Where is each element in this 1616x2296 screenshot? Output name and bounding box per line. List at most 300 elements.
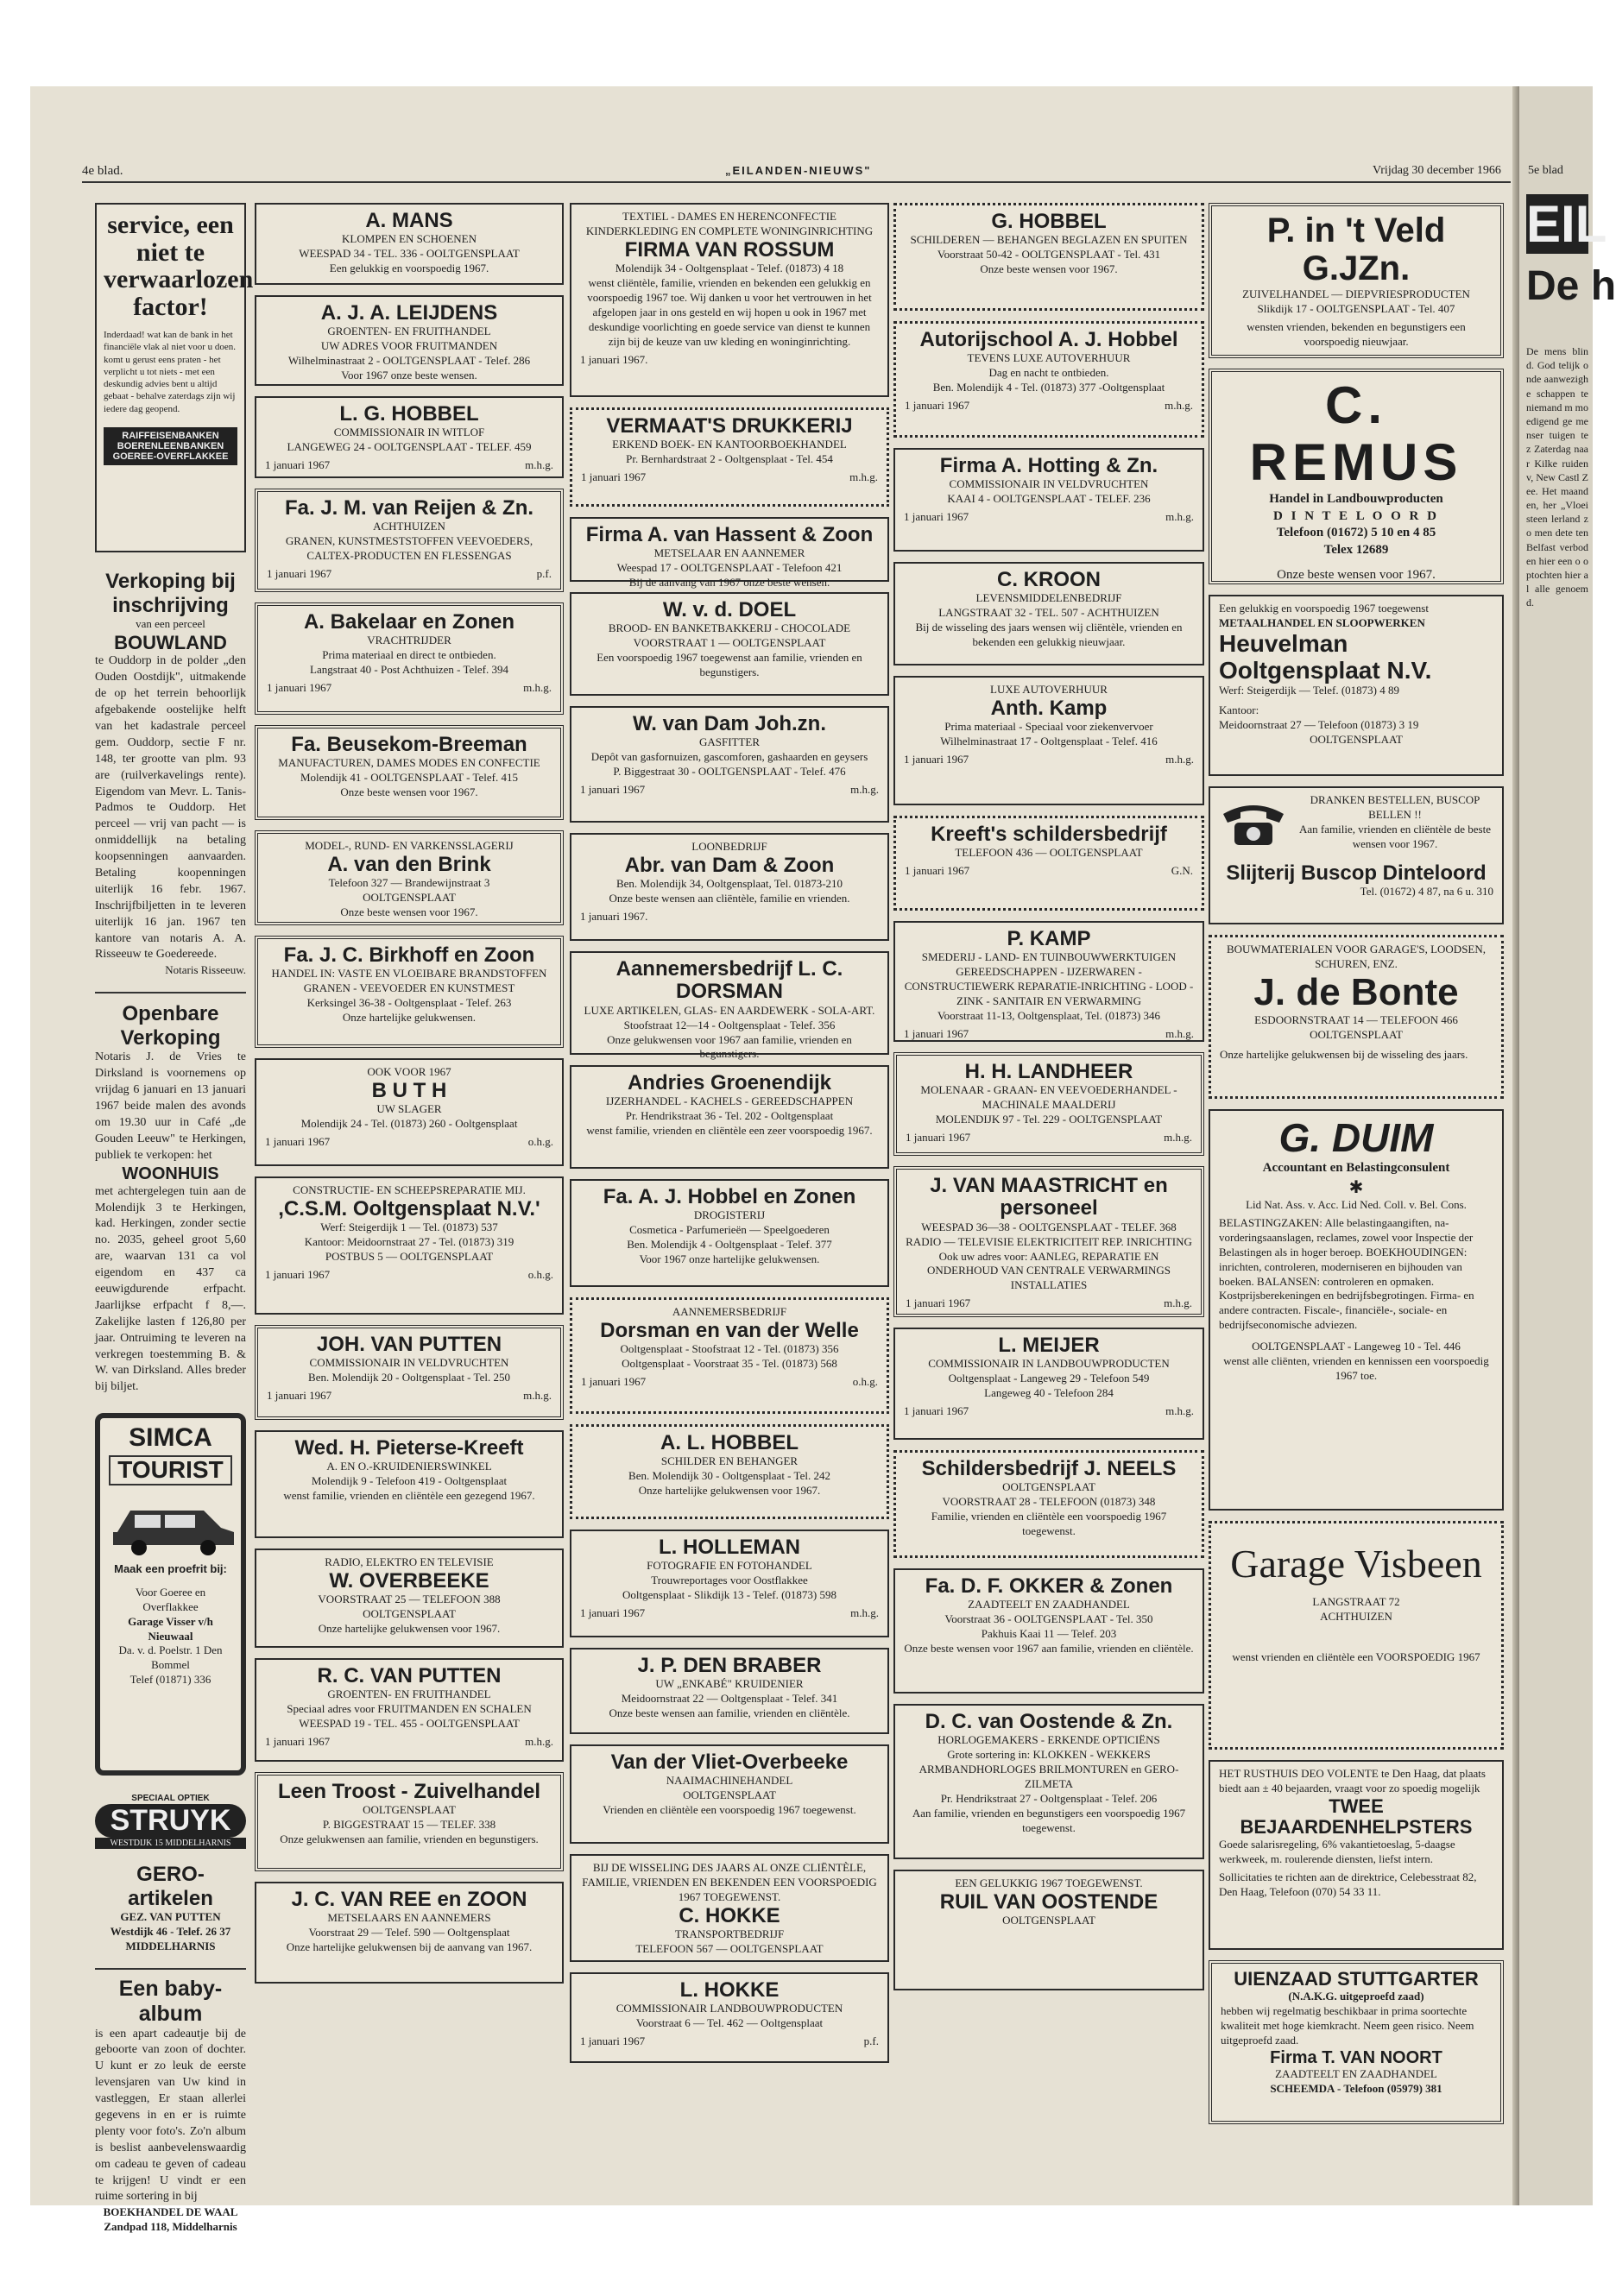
heuvelman-kantoor: Kantoor: xyxy=(1219,703,1259,717)
ad-line-a: Voorstraat 11-13, Ooltgensplaat, Tel. (01873) 346 xyxy=(937,1008,1161,1022)
ad-line-a: VOORSTRAAT 28 - TELEFOON (01873) 348 xyxy=(942,1495,1156,1509)
ad-title: C. HOKKE xyxy=(679,1903,780,1927)
uienzaad-firm: Firma T. VAN NOORT xyxy=(1270,2047,1442,2067)
ad-date: 1 januari 1967 xyxy=(906,1296,971,1310)
col3-ad-13 xyxy=(570,1744,889,1844)
uienzaad-addr: SCHEEMDA - Telefoon (05979) 381 xyxy=(1270,2081,1442,2095)
ad-title: A. L. HOBBEL xyxy=(660,1431,799,1454)
ad-subtitle: NAAIMACHINEHANDEL xyxy=(666,1774,793,1788)
bonte-addr: ESDOORNSTRAAT 14 — TELEFOON 466 OOLTGENSPLAAT xyxy=(1254,1013,1458,1042)
ad-uienzaad xyxy=(1209,1960,1504,2124)
verkoping-head: BOUWLAND xyxy=(114,632,227,654)
ad-line-a: KAAI 4 - OOLTGENSPLAAT - TELEF. 236 xyxy=(947,492,1151,506)
ad-line-a: OOLTGENSPLAAT xyxy=(1002,1914,1095,1927)
ad-subtitle: SCHILDEREN — BEHANGEN BEGLAZEN EN SPUITEN xyxy=(910,233,1188,247)
notice-verkoping xyxy=(95,570,246,978)
ad-subtitle: OOK VOOR 1967 xyxy=(367,1065,451,1078)
ad-greeting-code: p.f. xyxy=(536,567,552,581)
ad-title: W. van Dam Joh.zn. xyxy=(632,712,827,735)
ad-line-b: P. Biggestraat 30 - OOLTGENSPLAAT - Telef. 476 xyxy=(613,765,846,779)
duim-member: Lid Nat. Ass. v. Acc. Lid Ned. Coll. v. Bel. Cons. xyxy=(1246,1198,1467,1212)
col3-ad-8 xyxy=(570,1179,889,1287)
ad-line-a: Speciaal adres voor FRUITMANDEN EN SCHALEN xyxy=(287,1702,532,1716)
ad-line-a: Voorstraat 6 — Tel. 462 — Ooltgensplaat xyxy=(635,2016,824,2030)
ad-line-b: WEESPAD 19 - TEL. 455 - OOLTGENSPLAAT xyxy=(299,1717,520,1731)
ad-greeting-code: m.h.g. xyxy=(1165,1404,1194,1418)
ad-greeting-code: m.h.g. xyxy=(523,1389,552,1403)
col4-ad-11 xyxy=(893,1568,1204,1694)
col4-ad-1 xyxy=(893,321,1204,438)
ad-title: Firma A. Hotting & Zn. xyxy=(939,454,1158,477)
heuvelman-pre: Een gelukkig en voorspoedig 1967 toegewenst xyxy=(1219,602,1429,615)
service-body: Inderdaad! wat kan de bank in het financiële vlak al niet voor u doen. komt u gerust eens praten - het verplicht u tot niets - met een deskundig advies bent u altijd gebaat - behalve zaterdags zijn wij iedere dag geopend. xyxy=(104,330,237,414)
ad-wish: Onze hartelijke gelukwensen. xyxy=(342,1011,477,1025)
ad-line-b: Langeweg 40 - Telefoon 284 xyxy=(984,1386,1114,1400)
veld-wish: wensten vrienden, bekenden en begunstigers een voorspoedig nieuwjaar. xyxy=(1247,319,1466,348)
ad-line-b: Molendijk 24 - Tel. (01873) 260 - Ooltgensplaat xyxy=(300,1117,518,1131)
verkoping-sub: van een perceel xyxy=(136,617,205,631)
ad-title: W. v. d. DOEL xyxy=(662,598,797,621)
ad-footer xyxy=(267,681,552,695)
duim-wish: wenst alle cliënten, vrienden en kennissen een voorspoedig 1967 toe. xyxy=(1223,1354,1489,1382)
ad-date: 1 januari 1967 xyxy=(580,783,646,797)
twee-pre: HET RUSTHUIS DEO VOLENTE te Den Haag, dat plaats biedt aan ± 40 bejaarden, vraagt voor zo spoedig mogelijk xyxy=(1219,1767,1486,1795)
ad-line-a: UW SLAGER xyxy=(376,1102,442,1116)
ad-date: 1 januari 1967 xyxy=(265,1735,331,1749)
ad-wish: Onze hartelijke gelukwensen bij de aanvang van 1967. xyxy=(286,1940,533,1954)
col2-ad-10 xyxy=(255,1325,564,1420)
ad-line-b: OOLTGENSPLAAT xyxy=(363,1607,456,1621)
col4-ad-4 xyxy=(893,676,1204,805)
ad-line-b: Ben. Molendijk 4 - Tel. (01873) 377 -Ooltgensplaat xyxy=(932,381,1165,394)
ad-wish: Onze beste wensen voor 1967 aan familie, vrienden en cliëntèle. xyxy=(904,1642,1194,1656)
verkoping-title: Verkoping bij inschrijving xyxy=(105,570,236,617)
ad-wish: Voor 1967 onze beste wensen. xyxy=(341,369,477,382)
col3-ad-15 xyxy=(570,1972,889,2063)
ad-line-a: Cosmetica - Parfumerieën — Speelgoederen xyxy=(629,1223,830,1237)
ad-footer xyxy=(267,1389,552,1403)
ad-footer xyxy=(905,864,1193,878)
col3-ad-10 xyxy=(570,1424,889,1519)
remus-phone: Telefoon (01672) 5 10 en 4 85 xyxy=(1276,526,1436,539)
ad-title: Fa. J. M. van Reijen & Zn. xyxy=(284,496,534,520)
ad-line-a: Voorstraat 50-42 - OOLTGENSPLAAT - Tel. 431 xyxy=(937,248,1161,262)
car-icon xyxy=(109,1489,238,1558)
ad-gero xyxy=(95,1863,246,1954)
veld-title: P. in 't Veld G.JZn. xyxy=(1266,211,1446,287)
ad-line-a: Ooltgensplaat - Stoofstraat 12 - Tel. (01873) 356 xyxy=(620,1342,839,1356)
ad-title: A. Bakelaar en Zonen xyxy=(303,610,515,634)
ad-title: ,C.S.M. Ooltgensplaat N.V.' xyxy=(278,1196,540,1221)
ad-title: Wed. H. Pieterse-Kreeft xyxy=(294,1436,524,1460)
col4-ad-9 xyxy=(893,1328,1204,1440)
ad-line-a: Meidoornstraat 22 — Ooltgensplaat - Telef. 341 xyxy=(621,1692,838,1706)
openbare-body1: Notaris J. de Vries te Dirksland is voornemens op vrijdag 6 januari en 13 januari 1967 beide malen des avonds om 19.30 uur in Café „de Gouden Leeuw" te Herkingen, publiek te verkopen: het xyxy=(95,1050,246,1162)
ad-subtitle: GROENTEN- EN FRUITHANDEL xyxy=(327,325,491,338)
ad-greeting-code: m.h.g. xyxy=(1164,1296,1192,1310)
col2-ad-13 xyxy=(255,1658,564,1762)
buscop-title: Slijterij Buscop Dinteloord xyxy=(1226,861,1487,885)
ad-greeting-code: m.h.g. xyxy=(525,1735,553,1749)
col2-ad-8 xyxy=(255,1058,564,1166)
openbare-head: WOONHUIS xyxy=(122,1164,219,1183)
ad-subtitle: METSELAARS EN AANNEMERS xyxy=(327,1911,491,1925)
ad-subtitle: A. EN O.-KRUIDENIERSWINKEL xyxy=(326,1460,492,1473)
ad-subtitle: TEVENS LUXE AUTOVERHUUR xyxy=(967,351,1131,365)
ad-line-a: TELEFOON 436 — OOLTGENSPLAAT xyxy=(955,846,1143,860)
ad-date: 1 januari 1967 xyxy=(904,1404,969,1418)
ad-line-b: Langstraat 40 - Post Achthuizen - Telef. 394 xyxy=(310,663,508,677)
col3-ad-1 xyxy=(570,407,889,507)
ad-line-a: WEESPAD 34 - TEL. 336 - OOLTGENSPLAAT xyxy=(299,247,520,261)
ad-footer xyxy=(265,1268,553,1282)
uienzaad-body: hebben wij regelmatig beschikbaar in prima soortechte kwaliteit met hoge kiemkracht. Neem geen risico. Neem uitgeproefd zaad. xyxy=(1221,2004,1474,2047)
twee-apply: Sollicitaties te richten aan de direktrice, Celebesstraat 82, Den Haag, Telefoon (070) 54 33 11. xyxy=(1219,1870,1477,1898)
heuvelman-addr: Meidoornstraat 27 — Telefoon (01873) 3 19 xyxy=(1219,718,1419,732)
ad-date: 1 januari 1967 xyxy=(267,681,332,695)
col3-ad-3 xyxy=(570,592,889,696)
ad-wish: wenst familie, vrienden en cliëntèle een zeer voorspoedig 1967. xyxy=(586,1124,873,1138)
ad-subtitle: BROOD- EN BANKETBAKKERIJ - CHOCOLADE xyxy=(608,621,851,635)
col3-ad-6 xyxy=(570,951,889,1061)
ad-line-a: Voorstraat 36 - OOLTGENSPLAAT - Tel. 350 xyxy=(944,1612,1153,1626)
duim-title: G. DUIM xyxy=(1278,1115,1434,1160)
ad-subtitle: LUXE ARTIKELEN, GLAS- EN AARDEWERK - SOLA-ART. xyxy=(584,1003,875,1017)
col2-ad-14 xyxy=(255,1772,564,1871)
uienzaad-trade: ZAADTEELT EN ZAADHANDEL xyxy=(1275,2066,1437,2080)
newspaper-title: „EILANDEN-NIEUWS" xyxy=(725,164,872,177)
ad-footer xyxy=(265,1135,553,1149)
ad-subtitle: COMMISSIONAIR IN VELDVRUCHTEN xyxy=(949,477,1149,491)
ad-footer xyxy=(904,1027,1194,1041)
ad-footer xyxy=(905,399,1193,413)
ad-greeting-code: o.h.g. xyxy=(527,1135,553,1149)
ad-wish: Onze hartelijke gelukwensen voor 1967. xyxy=(638,1484,821,1498)
ad-title: JOH. VAN PUTTEN xyxy=(316,1333,502,1356)
gero-line3: MIDDELHARNIS xyxy=(125,1940,216,1953)
ad-date: 1 januari 1967 xyxy=(267,1389,332,1403)
ad-subtitle: RADIO, ELEKTRO EN TELEVISIE xyxy=(325,1555,494,1568)
ad-title: J. P. DEN BRABER xyxy=(637,1654,822,1677)
col4-ad-2 xyxy=(893,448,1204,552)
col2-ad-15 xyxy=(255,1882,564,1984)
ad-title: A. MANS xyxy=(365,209,453,232)
simca-brand: SIMCA xyxy=(129,1423,212,1453)
twee-title: TWEE BEJAARDENHELPSTERS xyxy=(1240,1795,1473,1838)
col2-ad-9 xyxy=(255,1176,564,1315)
veld-sub: ZUIVELHANDEL — DIEPVRIESPRODUCTEN xyxy=(1242,287,1470,300)
ad-line-b: Ben. Molendijk 4 - Ooltgensplaat - Telef. 377 xyxy=(627,1238,832,1252)
ad-footer xyxy=(265,1735,553,1749)
ad-subtitle: GASFITTER xyxy=(698,735,761,749)
ad-subtitle: WEESPAD 36—38 - OOLTGENSPLAAT - TELEF. 368 xyxy=(921,1220,1177,1233)
col3-ad-5 xyxy=(570,833,889,941)
ad-subtitle: ACHTHUIZEN xyxy=(373,520,445,533)
ad-subtitle: FOTOGRAFIE EN FOTOHANDEL xyxy=(647,1559,812,1573)
ad-wish: Onze beste wensen voor 1967. xyxy=(340,785,478,799)
ad-subtitle: UW „ENKABÉ" KRUIDENIER xyxy=(655,1677,804,1691)
col2-ad-0 xyxy=(255,203,564,285)
ad-line-b: Wilhelminastraat 17 - Ooltgensplaat - Telef. 416 xyxy=(940,735,1158,748)
ad-title: R. C. VAN PUTTEN xyxy=(317,1664,502,1687)
ad-footer xyxy=(580,353,879,367)
ad-greeting-code: o.h.g. xyxy=(852,1375,878,1389)
ad-title: RUIL VAN OOSTENDE xyxy=(939,1889,1158,1914)
ad-wish: Bij de wisseling des jaars wensen wij cliëntèle, vrienden en bekenden een gelukkig nieuwjaar. xyxy=(915,621,1183,649)
ad-line-b: Pakhuis Kaai 11 — Telef. 203 xyxy=(981,1627,1117,1641)
ad-footer xyxy=(581,1375,878,1389)
ad-title: C. KROON xyxy=(997,568,1101,591)
col2-ad-1 xyxy=(255,295,564,386)
ad-footer xyxy=(904,510,1194,524)
visbeen-wish: wenst vrienden en cliëntèle een VOORSPOEDIG 1967 xyxy=(1232,1649,1480,1663)
ad-garage-visbeen xyxy=(1209,1521,1504,1750)
duim-addr: OOLTGENSPLAAT - Langeweg 10 - Tel. 446 xyxy=(1252,1340,1461,1353)
ad-greeting-code: o.h.g. xyxy=(527,1267,553,1281)
col3-ad-4 xyxy=(570,706,889,823)
ad-footer xyxy=(904,753,1194,766)
ad-line-a: Ben. Molendijk 30 - Ooltgensplaat - Tel. 242 xyxy=(628,1469,830,1483)
ad-title: J. VAN MAASTRICHT en personeel xyxy=(930,1174,1168,1221)
ad-subtitle: DROGISTERIJ xyxy=(693,1208,766,1222)
heuvelman-werf: Werf: Steigerdijk — Telef. (01873) 4 89 xyxy=(1219,684,1400,697)
ad-line-a: Prima materiaal en direct te ontbieden. xyxy=(322,648,496,662)
ad-title: Fa. A. J. Hobbel en Zonen xyxy=(603,1185,856,1208)
bonte-title: J. de Bonte xyxy=(1253,970,1459,1013)
col2-ad-5 xyxy=(255,725,564,820)
visbeen-title: Garage Visbeen xyxy=(1230,1542,1482,1586)
ad-greeting-code: m.h.g. xyxy=(525,458,553,472)
ad-line-a: Trouwreportages voor Oostflakkee xyxy=(651,1574,808,1587)
ad-greeting-code: m.h.g. xyxy=(523,681,552,695)
ad-subtitle: COMMISSIONAIR IN VELDVRUCHTEN xyxy=(309,1356,509,1370)
album-title: Een baby-album xyxy=(118,1977,223,2026)
ad-title: G. HOBBEL xyxy=(991,210,1107,233)
album-addr: Zandpad 118, Middelharnis xyxy=(104,2220,237,2234)
simca-model: TOURIST xyxy=(109,1455,232,1485)
ad-subtitle: COMMISSIONAIR IN WITLOF xyxy=(333,426,485,439)
ad-footer xyxy=(580,910,879,924)
ad-title: Leen Troost - Zuivelhandel xyxy=(277,1780,541,1803)
ad-title: A. J. A. LEIJDENS xyxy=(320,301,498,325)
ad-wish: Een voorspoedig 1967 toegewenst aan familie, vrienden en begunstigers. xyxy=(597,651,862,679)
col3-ad-11 xyxy=(570,1530,889,1637)
struyk-addr: WESTDIJK 15 MIDDELHARNIS xyxy=(95,1838,246,1849)
col3-ad-12 xyxy=(570,1648,889,1734)
ad-date: 1 januari 1967 xyxy=(265,1135,331,1149)
simca-dealer1: Voor Goeree en Overflakkee xyxy=(135,1585,206,1613)
ad-title: Autorijschool A. J. Hobbel xyxy=(919,328,1178,351)
col4-ad-13 xyxy=(893,1870,1204,1990)
ad-title: L. HOKKE xyxy=(679,1978,780,2002)
ad-line-a: Weespad 17 - OOLTGENSPLAAT - Telefoon 421 xyxy=(616,561,843,575)
ad-simca xyxy=(95,1413,246,1776)
heuvelman-title: Heuvelman Ooltgensplaat N.V. xyxy=(1219,629,1432,684)
ad-title: Schildersbedrijf J. NEELS xyxy=(921,1457,1177,1480)
ad-struyk xyxy=(95,1793,246,1849)
col4-ad-5 xyxy=(893,816,1204,911)
ad-date: 1 januari 1967 xyxy=(580,2034,646,2048)
ad-line-c: POSTBUS 5 — OOLTGENSPLAAT xyxy=(325,1250,494,1264)
ad-line-a: TRANSPORTBEDRIJF xyxy=(674,1927,785,1941)
remus-sub: Handel in Landbouwproducten xyxy=(1269,492,1443,506)
ad-title: Aannemersbedrijf L. C. DORSMAN xyxy=(615,957,843,1004)
struyk-name: STRUYK xyxy=(95,1804,246,1838)
ad-wish: Voor 1967 onze hartelijke gelukwensen. xyxy=(639,1252,820,1266)
ad-greeting-code: m.h.g. xyxy=(849,470,878,484)
ad-subtitle: MANUFACTUREN, DAMES MODES EN CONFECTIE xyxy=(278,756,540,770)
ad-title: Fa. J. C. Birkhoff en Zoon xyxy=(283,943,535,967)
column-1 xyxy=(95,203,254,2235)
simca-tel: Telef (01871) 336 xyxy=(129,1673,211,1687)
album-body: is een apart cadeautje bij de geboorte van zoon of dochter. U kunt er zo leuk de eerste levensjaren van Uw kind in vastleggen, Er staan allerlei gegevens in en er is ruimte plenty voor foto's. Zo'n album is beslist aanbevelenswaardig om cadeau te geven of cadeau te krijgen! U vindt er een ruime sortering in bij xyxy=(95,2027,246,2204)
ad-date: 1 januari 1967 xyxy=(905,864,970,878)
ad-wish: Vrienden en cliëntèle een voorspoedig 1967 toegewenst. xyxy=(603,1803,856,1817)
page-number-left: 4e blad. xyxy=(82,164,123,178)
duim-services: BELASTINGZAKEN: Alle belastingaangiften, na-vorderingsaanslagen, reclames, zowel voor Inspectie der Belastingen als in hoger beroep. BOEKHOUDINGEN: inrichten, controleren, moderniseren en bijhouden van boeken. BALANSEN: controleren en opmaken. Kostprijsberekeningen en bedrijfsbegrotingen. Firma- en andere contracten. Fiscale-, financiële-, sociale- en bedrijfseconomische adviezen. xyxy=(1219,1215,1474,1332)
col3-ad-2 xyxy=(570,517,889,590)
ad-wish: Familie, vrienden en cliëntèle een voorspoedig 1967 toegewenst. xyxy=(931,1510,1167,1538)
openbare-body2: met achtergelegen tuin aan de Molendijk 3 te Herkingen, kad. Herkingen, zonder sectie no. 2035, geheel groot 5,60 are, waarvan 131 ca vol eigendom en 437 ca eeuwigdurende erfpacht. Jaarlijkse erfpacht f 8,—. Zakelijke lasten f 126,80 per jaar. Ontruiming te leveren na verkregen toestemming B. & W. van Dirksland. Alles breder bij biljet. xyxy=(95,1184,246,1394)
ad-subtitle: ZAADTEELT EN ZAADHANDEL xyxy=(968,1598,1130,1612)
next-page-body: De mens blind. God telijk onde aanwezighe schappen te niemand m moedigend ge menser tuigen te z Zaterdag naar Kilke ruiden v, New Castl Zee. Het maanden, her „Vloeisteen lerland zo men dete ten Belfast verboden hier een o optochten hier al alle genoemd. xyxy=(1526,345,1588,609)
ad-de-bonte xyxy=(1209,935,1504,1099)
ad-greeting-code: p.f. xyxy=(863,2034,879,2048)
col2-ad-4 xyxy=(255,602,564,715)
col4-ad-0 xyxy=(893,203,1204,311)
ad-line-a: Grote sortering in: KLOKKEN - WEKKERS ARMBANDHORLOGES BRILMONTUREN en GERO-ZILMETA xyxy=(918,1748,1179,1791)
ad-wish: Bij de aanvang van 1967 onze beste wensen. xyxy=(628,576,830,590)
ad-subtitle: HANDEL IN: VASTE EN VLOEIBARE BRANDSTOFFEN GRANEN - VEEVOEDER EN KUNSTMEST xyxy=(271,967,547,995)
ad-footer xyxy=(581,470,878,484)
ad-line-a: VOORSTRAAT 1 — OOLTGENSPLAAT xyxy=(633,636,826,650)
ad-line-a: Molendijk 34 - Ooltgensplaat - Telef. (01873) 4 18 xyxy=(615,262,844,275)
ad-subtitle: ERKEND BOEK- EN KANTOORBOEKHANDEL xyxy=(612,438,847,451)
ad-buscop xyxy=(1209,786,1504,924)
ad-date: 1 januari 1967 xyxy=(581,1375,647,1389)
ad-line-a: Werf: Steigerdijk 1 — Tel. (01873) 537 xyxy=(320,1221,498,1234)
verkoping-body: te Ouddorp in de polder „den Ouden Oostdijk", uitmakende de op het terrein behoorlijk afgebakende oostelijke helft van het kadastrale perceel gem. Ouddorp, sectie F nr. 148, ter grootte van plm. 93 are (ruilverkavelings rente). Eigendom van Mevr. L. Tanis-Padmos te Ouddorp. Het perceel — vrij van pacht — is onmiddellijk na betaling koopsenningen aanvaarden. Betaling koopenningen uiterlijk 16 febr. 1967. Inschrijfbiljetten in te leveren uiterlijk 16 jan. 1967 ten kantore van notaris A. A. Risseeuw te Goedereede. xyxy=(95,654,246,962)
col3-ad-0 xyxy=(570,203,889,397)
ad-line-a: Ben. Molendijk 34, Ooltgensplaat, Tel. 01873-210 xyxy=(615,877,843,891)
simca-addr: Da. v. d. Poelstr. 1 Den Bommel xyxy=(118,1643,223,1672)
col4-ad-12 xyxy=(893,1704,1204,1859)
ad-footer xyxy=(267,567,552,581)
ad-date: 1 januari 1967 xyxy=(904,1026,969,1040)
col3-ad-9 xyxy=(570,1297,889,1414)
ad-title: H. H. LANDHEER xyxy=(964,1060,1133,1083)
ad-line-a: Depôt van gasfornuizen, gascomforen, gashaarden en geysers xyxy=(590,750,868,764)
col4-ad-7 xyxy=(893,1052,1204,1156)
col4-ad-10 xyxy=(893,1450,1204,1558)
ad-subtitle: LUXE AUTOVERHUUR xyxy=(990,683,1108,696)
ad-footer xyxy=(904,1404,1194,1418)
ad-subtitle: LEVENSMIDDELENBEDRIJF xyxy=(975,591,1122,605)
ad-line-a: GRANEN, KUNSTMESTSTOFFEN VEEVOEDERS, CALTEX-PRODUCTEN EN FLESSENGAS xyxy=(285,534,533,563)
verkoping-sign: Notaris Risseeuw. xyxy=(165,963,246,977)
ad-date: 1 januari 1967 xyxy=(906,1131,971,1145)
ad-line-b: OOLTGENSPLAAT xyxy=(363,891,456,905)
ad-baby-album xyxy=(95,1968,246,2235)
remus-wish: Onze beste wensen voor 1967. xyxy=(1277,568,1436,582)
ad-greeting-code: m.h.g. xyxy=(850,1606,879,1620)
ad-date: 1 januari 1967 xyxy=(581,470,647,484)
ad-line-a: LANGEWEG 24 - OOLTGENSPLAAT - TELEF. 459 xyxy=(287,440,532,454)
remus-place: D I N T E L O O R D xyxy=(1273,508,1439,523)
ad-line-a: Molendijk 41 - OOLTGENSPLAAT - Telef. 415 xyxy=(300,771,518,785)
buscop-sub: DRANKEN BESTELLEN, BUSCOP BELLEN !! xyxy=(1310,793,1480,821)
next-page-head: EIL xyxy=(1526,195,1607,253)
col4-ad-6 xyxy=(893,921,1204,1042)
uienzaad-title: UIENZAAD STUTTGARTER xyxy=(1234,1968,1479,1990)
ad-g-duim xyxy=(1209,1109,1504,1511)
ad-title: FIRMA VAN ROSSUM xyxy=(624,237,835,262)
ad-wish: wenst familie, vrienden en cliëntèle een gezegend 1967. xyxy=(283,1489,535,1503)
album-shop: BOEKHANDEL DE WAAL xyxy=(103,2205,238,2219)
ad-line-b: Wilhelminastraat 2 - OOLTGENSPLAAT - Telef. 286 xyxy=(287,354,531,368)
ad-date: 1 januari 1967 xyxy=(265,1267,331,1281)
ad-wish: Onze beste wensen aan familie, vrienden en cliëntèle. xyxy=(609,1706,850,1720)
ad-line-a: Kerksingel 36-38 - Ooltgensplaat - Telef. 263 xyxy=(306,996,512,1010)
ad-wish: Aan familie, vrienden en begunstigers een voorspoedig 1967 toegewenst. xyxy=(912,1806,1186,1834)
ad-title: Fa. D. F. OKKER & Zonen xyxy=(925,1574,1173,1598)
ad-title: Abr. van Dam & Zoon xyxy=(624,853,835,877)
ad-subtitle: MODEL-, RUND- EN VARKENSSLAGERIJ xyxy=(305,839,514,852)
ad-wish: Onze gelukwensen aan familie, vrienden en begunstigers. xyxy=(280,1832,539,1846)
col2-ad-2 xyxy=(255,396,564,478)
ad-date: 1 januari 1967 xyxy=(267,567,332,581)
ad-subtitle: AANNEMERSBEDRIJF xyxy=(672,1305,787,1318)
ad-in-t-veld xyxy=(1209,203,1504,358)
heuvelman-town: OOLTGENSPLAAT xyxy=(1310,733,1403,747)
page-date: Vrijdag 30 december 1966 xyxy=(1373,164,1501,177)
ad-title: L. MEIJER xyxy=(998,1334,1100,1357)
gero-line1: GEZ. VAN PUTTEN xyxy=(120,1910,221,1924)
ad-title: Fa. Beusekom-Breeman xyxy=(291,733,527,756)
ad-line-a: OOLTGENSPLAAT xyxy=(683,1788,776,1802)
ad-footer xyxy=(906,1131,1192,1145)
ad-subtitle: SCHILDER EN BEHANGER xyxy=(660,1454,799,1468)
ad-date: 1 januari 1967. xyxy=(580,352,648,366)
struyk-top: SPECIAAL OPTIEK xyxy=(131,1794,210,1804)
ad-footer xyxy=(580,783,879,797)
gero-line2: Westdijk 46 - Telef. 26 37 xyxy=(110,1925,231,1939)
ad-date: 1 januari 1967 xyxy=(904,753,969,766)
ad-greeting-code: m.h.g. xyxy=(1164,1131,1192,1145)
ad-line-a: Ooltgensplaat - Langeweg 29 - Telefoon 549 xyxy=(948,1372,1150,1385)
ad-line-a: LANGSTRAAT 32 - TEL. 507 - ACHTHUIZEN xyxy=(938,606,1159,620)
ad-subtitle: COMMISSIONAIR IN LANDBOUWPRODUCTEN xyxy=(928,1357,1170,1371)
ad-bejaardenhelpsters xyxy=(1209,1760,1504,1950)
remus-title: C. REMUS xyxy=(1249,376,1463,491)
remus-telex: Telex 12689 xyxy=(1323,542,1389,557)
col4-ad-3 xyxy=(893,562,1204,665)
ad-title: Van der Vliet-Overbeeke xyxy=(610,1750,849,1774)
ad-line-a: Pr. Hendrikstraat 36 - Tel. 202 - Ooltgensplaat xyxy=(625,1109,834,1123)
ad-greeting-code: m.h.g. xyxy=(850,783,879,797)
ad-title: L. G. HOBBEL xyxy=(339,402,479,426)
simca-tag: Maak een proefrit bij: xyxy=(114,1561,227,1575)
ad-title: D. C. van Oostende & Zn. xyxy=(925,1710,1173,1733)
ad-title: VERMAAT'S DRUKKERIJ xyxy=(606,414,853,438)
ad-line-b: Ooltgensplaat - Slikdijk 13 - Telef. (01873) 598 xyxy=(622,1588,836,1602)
bonte-wish: Onze hartelijke gelukwensen bij de wisseling des jaars. xyxy=(1220,1047,1468,1061)
ad-service-bank xyxy=(95,203,254,552)
ad-line-b: Ook uw adres voor: AANLEG, REPARATIE EN ONDERHOUD VAN CENTRALE VERWARMINGS INSTALLATIES xyxy=(926,1249,1171,1292)
ad-line-a: Prima materiaal - Speciaal voor ziekenvervoer xyxy=(944,720,1153,734)
ad-line-a: Stoofstraat 12—14 - Ooltgensplaat - Telef. 356 xyxy=(623,1018,836,1031)
column-5 xyxy=(1209,203,1504,2124)
